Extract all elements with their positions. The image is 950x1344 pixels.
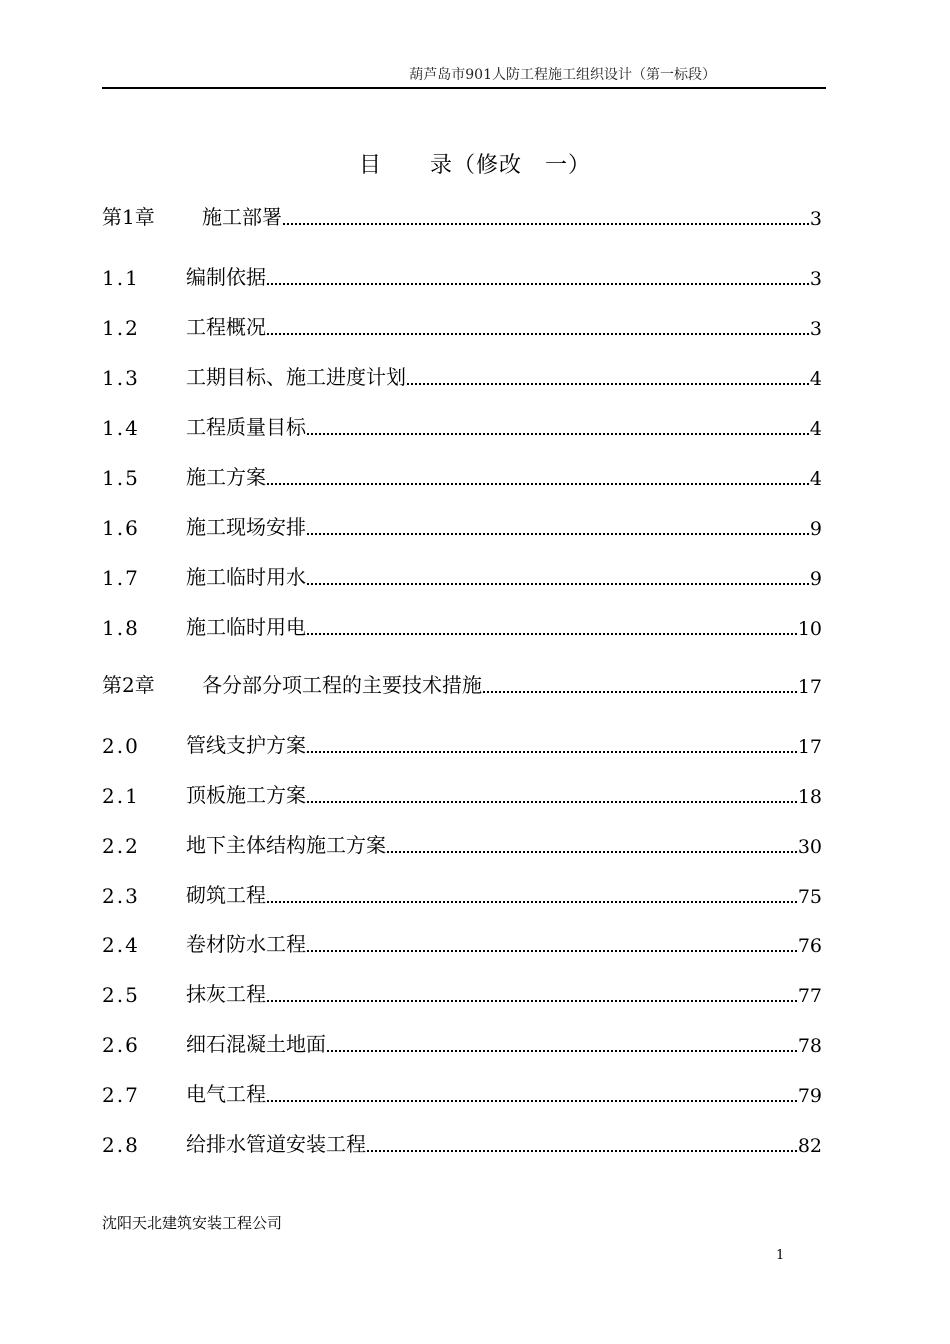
toc-entry-page: 4	[809, 418, 822, 440]
toc-entry-page: 3	[809, 318, 822, 340]
toc-entry-number: 2.4	[102, 933, 140, 957]
dot-leader	[387, 850, 797, 853]
toc-entry[interactable]	[102, 828, 822, 858]
footer-company: 沈阳天北建筑安装工程公司	[102, 1214, 283, 1232]
toc-title-part1: 目	[358, 153, 382, 178]
toc-entry-number: 2.3	[102, 884, 140, 908]
toc-entry-number: 2.6	[102, 1033, 140, 1057]
toc-entry[interactable]	[102, 728, 822, 758]
toc-title-part2: 录（修改 一）	[430, 153, 592, 178]
toc-entry-title: 抹灰工程	[186, 982, 266, 1006]
toc-entry-number: 1.3	[102, 366, 140, 390]
toc-entry[interactable]	[102, 668, 822, 698]
dot-leader	[307, 949, 797, 952]
toc-entry-page: 3	[809, 208, 822, 230]
toc-entry-title: 工期目标、施工进度计划	[186, 365, 406, 389]
header-rule	[102, 87, 826, 89]
toc-entry[interactable]	[102, 610, 822, 640]
dot-leader	[483, 690, 797, 693]
toc-entry-title: 施工部署	[202, 205, 282, 229]
toc-entry[interactable]	[102, 510, 822, 540]
toc-entry-page: 18	[797, 786, 822, 808]
toc-entry[interactable]	[102, 1027, 822, 1057]
toc-entry-page: 17	[797, 736, 822, 758]
toc-entry-title: 卷材防水工程	[186, 932, 306, 956]
toc-entry-title: 给排水管道安装工程	[186, 1132, 366, 1156]
dot-leader	[307, 432, 809, 435]
toc-entry-page: 78	[797, 1035, 822, 1057]
toc-entry-title: 工程质量目标	[186, 415, 306, 439]
toc-entry[interactable]	[102, 310, 822, 340]
toc-entry-title: 施工现场安排	[186, 515, 306, 539]
dot-leader	[267, 282, 809, 285]
toc-entry-page: 76	[797, 935, 822, 957]
dot-leader	[307, 750, 797, 753]
toc-entry-title: 地下主体结构施工方案	[186, 833, 386, 857]
dot-leader	[267, 999, 797, 1002]
toc-entry-number: 2.2	[102, 834, 140, 858]
toc-entry[interactable]	[102, 1127, 822, 1157]
toc-entry[interactable]	[102, 560, 822, 590]
toc-entry-number: 1.8	[102, 616, 140, 640]
toc-entry-page: 3	[809, 268, 822, 290]
toc-entry-number: 1.5	[102, 466, 140, 490]
dot-leader	[307, 632, 797, 635]
toc-entry-page: 75	[797, 886, 822, 908]
dot-leader	[307, 582, 809, 585]
toc-entry[interactable]	[102, 360, 822, 390]
toc-entry-title: 各分部分项工程的主要技术措施	[202, 673, 482, 697]
toc-entry-title: 顶板施工方案	[186, 783, 306, 807]
toc-entry-page: 10	[797, 618, 822, 640]
toc-entry-number: 2.5	[102, 983, 140, 1007]
toc-entry-page: 9	[809, 518, 822, 540]
toc-entry[interactable]	[102, 878, 822, 908]
toc-entry[interactable]	[102, 977, 822, 1007]
toc-entry-number: 1.2	[102, 316, 140, 340]
dot-leader	[267, 482, 809, 485]
toc-entry-title: 施工临时用水	[186, 565, 306, 589]
toc-entry-page: 4	[809, 468, 822, 490]
toc-entry-title: 工程概况	[186, 315, 266, 339]
toc-entry-number: 1.1	[102, 266, 140, 290]
toc-entry-page: 82	[797, 1135, 822, 1157]
toc-entry-title: 细石混凝土地面	[186, 1032, 326, 1056]
running-header: 葫芦岛市901人防工程施工组织设计（第一标段）	[409, 67, 716, 83]
toc-entry[interactable]	[102, 1077, 822, 1107]
toc-entry[interactable]	[102, 410, 822, 440]
toc-entry-number: 1.4	[102, 416, 140, 440]
page-number: 1	[776, 1248, 785, 1263]
dot-leader	[307, 532, 809, 535]
toc-entry-number: 1.7	[102, 566, 140, 590]
toc-entry-page: 4	[809, 368, 822, 390]
toc-entry-number: 2.0	[102, 734, 140, 758]
toc-entry-title: 砌筑工程	[186, 883, 266, 907]
toc-entry-title: 编制依据	[186, 265, 266, 289]
toc-entry[interactable]	[102, 460, 822, 490]
toc-entry-page: 79	[797, 1085, 822, 1107]
dot-leader	[307, 800, 797, 803]
dot-leader	[267, 332, 809, 335]
toc-entry-title: 电气工程	[186, 1082, 266, 1106]
toc-title	[0, 148, 950, 179]
toc-entry-number: 2.7	[102, 1083, 140, 1107]
toc-entry-page: 9	[809, 568, 822, 590]
toc-entry-number: 1.6	[102, 516, 140, 540]
toc-entry-number: 第1章	[102, 205, 155, 229]
toc-entry[interactable]	[102, 200, 822, 230]
toc-entry[interactable]	[102, 260, 822, 290]
dot-leader	[367, 1149, 797, 1152]
dot-leader	[407, 382, 809, 385]
toc-entry-page: 77	[797, 985, 822, 1007]
toc-entry-number: 2.1	[102, 784, 140, 808]
toc-entry-title: 管线支护方案	[186, 733, 306, 757]
toc-entry-page: 30	[797, 836, 822, 858]
toc-entry-number: 2.8	[102, 1133, 140, 1157]
dot-leader	[267, 1099, 797, 1102]
dot-leader	[267, 900, 797, 903]
toc-entry[interactable]	[102, 778, 822, 808]
toc-entry-title: 施工方案	[186, 465, 266, 489]
dot-leader	[283, 222, 809, 225]
toc-entry-number: 第2章	[102, 673, 155, 697]
dot-leader	[327, 1049, 797, 1052]
toc-entry-title: 施工临时用电	[186, 615, 306, 639]
toc-entry[interactable]	[102, 927, 822, 957]
toc-entry-page: 17	[797, 676, 822, 698]
